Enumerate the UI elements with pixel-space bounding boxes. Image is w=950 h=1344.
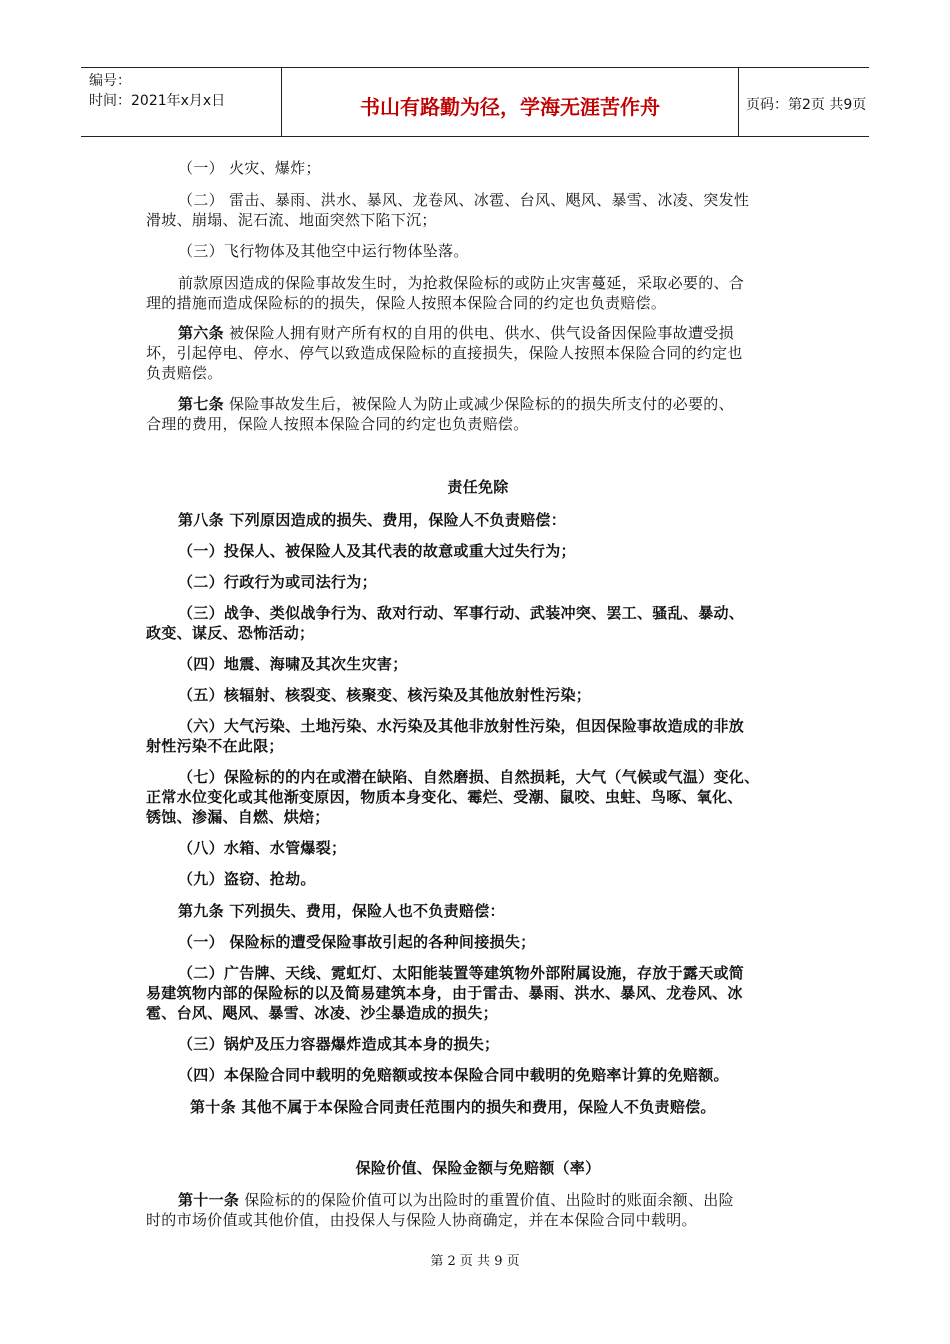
exclusion-6-line1: （六）大气污染、土地污染、水污染及其他非放射性污染，但因保险事故造成的非放	[178, 717, 745, 735]
exclusion-6-line2: 射性污染不在此限；	[146, 737, 284, 755]
exclusion-7-line2: 正常水位变化或其他渐变原因，物质本身变化、霉烂、受潮、鼠咬、虫蛀、鸟啄、氧化、	[146, 788, 743, 806]
exclusion-7-line3: 锈蚀、渗漏、自燃、烘焙；	[146, 808, 330, 826]
article-11-title: 第十一条	[178, 1191, 240, 1209]
exclusion-8: （八）水箱、水管爆裂；	[178, 839, 347, 857]
exclusion-1: （一）投保人、被保险人及其代表的故意或重大过失行为；	[178, 542, 576, 560]
section-heading-insured-value: 保险价值、保险金额与免赔额（率）	[355, 1159, 601, 1177]
motto: 书山有路勤为径，学海无涯苦作舟	[360, 95, 660, 119]
excluded-loss-4: （四）本保险合同中载明的免赔额或按本保险合同中载明的免赔率计算的免赔额。	[178, 1066, 729, 1084]
page-footer: 第 2 页 共 9 页	[430, 1254, 520, 1269]
header-motto-cell	[281, 68, 739, 136]
article-7-text: 保险事故发生后，被保险人为防止或减少保险标的的损失所支付的必要的、	[223, 395, 734, 413]
article-6-title: 第六条	[178, 324, 224, 342]
exclusion-7-line1: （七）保险标的的内在或潜在缺陷、自然磨损、自然损耗，大气（气候或气温）变化、	[178, 768, 760, 786]
article-9: 第九条 下列损失、费用，保险人也不负责赔偿：	[178, 902, 505, 920]
article-10: 第十条 其他不属于本保险合同责任范围内的损失和费用，保险人不负责赔偿。	[190, 1098, 716, 1116]
article-6-text: 被保险人拥有财产所有权的自用的供电、供水、供气设备因保险事故遭受损	[223, 324, 734, 342]
exclusion-4: （四）地震、海啸及其次生灾害；	[178, 655, 408, 673]
article-7-line2: 合理的费用，保险人按照本保险合同的约定也负责赔偿。	[146, 415, 529, 433]
section-heading-exclusions: 责任免除	[447, 478, 509, 496]
article-6-line3: 负责赔偿。	[146, 364, 223, 382]
para-rescue-line2: 理的措施而造成保险标的的损失，保险人按照本保险合同的约定也负责赔偿。	[146, 294, 667, 312]
para-rescue-line1: 前款原因造成的保险事故发生时，为抢救保险标的或防止灾害蔓延，采取必要的、合	[178, 274, 745, 292]
header-meta	[81, 68, 281, 136]
article-6-line1	[178, 323, 842, 343]
exclusion-5: （五）核辐射、核裂变、核聚变、核污染及其他放射性污染；	[178, 686, 592, 704]
document-header	[81, 67, 869, 137]
excluded-loss-1: （一） 保险标的遭受保险事故引起的各种间接损失；	[178, 933, 536, 951]
exclusion-2: （二）行政行为或司法行为；	[178, 573, 377, 591]
number-label: 编号：	[89, 73, 131, 89]
excluded-loss-3: （三）锅炉及压力容器爆炸造成其本身的损失；	[178, 1035, 500, 1053]
article-7-line1	[178, 394, 842, 414]
article-6-line2: 坏，引起停电、停水、停气以致造成保险标的直接损失，保险人按照本保险合同的约定也	[146, 344, 743, 362]
clause-2-line1: （二） 雷击、暴雨、洪水、暴风、龙卷风、冰雹、台风、飓风、暴雪、冰凌、突发性	[178, 191, 750, 209]
excluded-loss-2-line3: 雹、台风、飓风、暴雪、冰凌、沙尘暴造成的损失；	[146, 1004, 498, 1022]
exclusion-3-line2: 政变、谋反、恐怖活动；	[146, 624, 315, 642]
page-indicator: 页码：第2页 共9页	[746, 97, 867, 113]
exclusion-9: （九）盗窃、抢劫。	[178, 870, 316, 888]
article-8: 第八条 下列原因造成的损失、费用，保险人不负责赔偿：	[178, 511, 567, 529]
time-label: 时间：2021年x月x日	[89, 93, 226, 109]
clause-3: （三）飞行物体及其他空中运行物体坠落。	[178, 242, 469, 260]
exclusion-3-line1: （三）战争、类似战争行为、敌对行动、军事行动、武装冲突、罢工、骚乱、暴动、	[178, 604, 745, 622]
article-11-text: 保险标的的保险价值可以为出险时的重置价值、出险时的账面余额、出险	[239, 1191, 734, 1209]
clause-1: （一） 火灾、爆炸；	[178, 159, 321, 177]
excluded-loss-2-line2: 易建筑物内部的保险标的以及简易建筑本身，由于雷击、暴雨、洪水、暴风、龙卷风、冰	[146, 984, 743, 1002]
article-11-line2: 时的市场价值或其他价值，由投保人与保险人协商确定，并在本保险合同中载明。	[146, 1211, 697, 1229]
article-11-line1	[178, 1190, 842, 1210]
clause-2-line2: 滑坡、崩塌、泥石流、地面突然下陷下沉；	[146, 211, 437, 229]
article-7-title: 第七条	[178, 395, 224, 413]
excluded-loss-2-line1: （二）广告牌、天线、霓虹灯、太阳能装置等建筑物外部附属设施，存放于露天或简	[178, 964, 745, 982]
